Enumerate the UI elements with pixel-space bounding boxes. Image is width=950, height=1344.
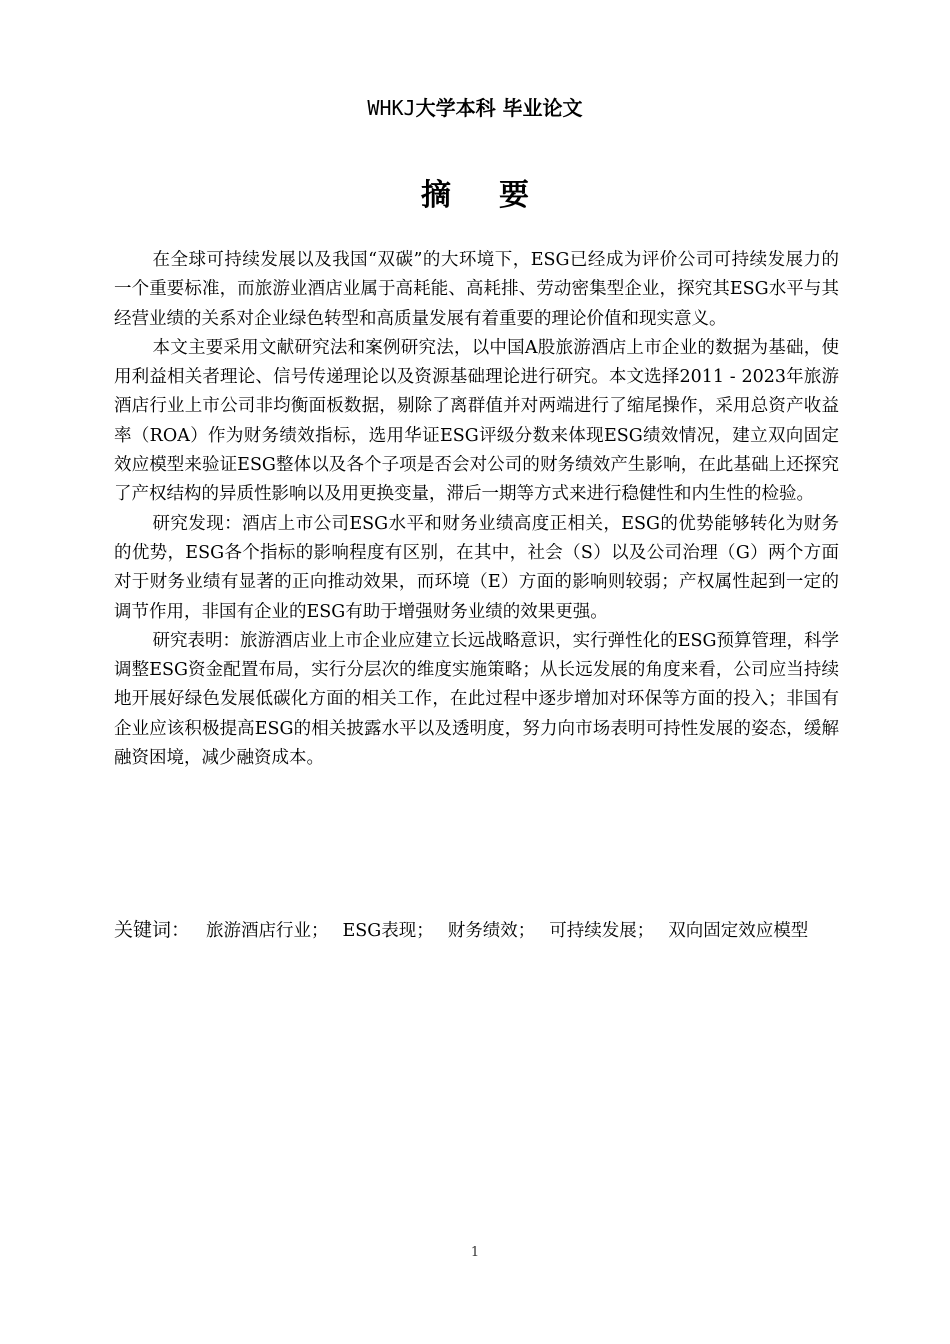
abstract-body <box>114 246 839 773</box>
header-latin: WHKJ <box>367 96 416 120</box>
header-title: 大学本科 毕业论文 <box>415 96 583 120</box>
keyword-item: ESG表现； <box>342 921 434 941</box>
keyword-item: 可持续发展； <box>549 921 655 941</box>
keyword-item: 旅游酒店行业； <box>206 921 329 941</box>
keywords-label: 关键词： <box>114 919 191 941</box>
keyword-item: 双向固定效应模型 <box>668 921 809 941</box>
abstract-paragraph-2: 本文主要采用文献研究法和案例研究法，以中国A股旅游酒店上市企业的数据为基础，使用利益相关者理论、信号传递理论以及资源基础理论进行研究。本文选择2011 - 2023年旅游酒店行业上市公司非均衡面板数据，剔除了离群值并对两端进行了缩尾操作，采用总资产收益率（ROA）作为财务绩效指标，选用华证ESG评级分数来体现ESG绩效情况，建立双向固定效应模型来验证ESG整体以及各个子项是否会对公司的财务绩效产生影响，在此基础上还探究了产权结构的异质性影响以及用更换变量，滞后一期等方式来进行稳健性和内生性的检验。 <box>114 337 839 505</box>
abstract-paragraph-4: 研究表明：旅游酒店业上市企业应建立长远战略意识，实行弹性化的ESG预算管理，科学调整ESG资金配置布局，实行分层次的维度实施策略；从长远发展的角度来看，公司应当持续地开展好绿色发展低碳化方面的相关工作，在此过程中逐步增加对环保等方面的投入；非国有企业应该积极提高ESG的相关披露水平以及透明度，努力向市场表明可持性发展的姿态，缓解融资困境，减少融资成本。 <box>114 630 839 769</box>
keyword-item: 财务绩效； <box>447 921 536 941</box>
abstract-title: 摘要 <box>421 178 577 213</box>
keywords-section <box>114 916 839 946</box>
abstract-paragraph-3: 研究发现：酒店上市公司ESG水平和财务业绩高度正相关，ESG的优势能够转化为财务的优势，ESG各个指标的影响程度有区别，在其中，社会（S）以及公司治理（G）两个方面对于财务业绩有显著的正向推动效果，而环境（E）方面的影响则较弱；产权属性起到一定的调节作用，非国有企业的ESG有助于增强财务业绩的效果更强。 <box>114 513 839 622</box>
running-header <box>0 94 950 122</box>
abstract-paragraph-1: 在全球可持续发展以及我国“双碳”的大环境下，ESG已经成为评价公司可持续发展力的一个重要标准，而旅游业酒店业属于高耗能、高耗排、劳动密集型企业，探究其ESG水平与其经营业绩的关系对企业绿色转型和高质量发展有着重要的理论价值和现实意义。 <box>114 250 839 329</box>
page-number: 1 <box>470 1245 480 1260</box>
